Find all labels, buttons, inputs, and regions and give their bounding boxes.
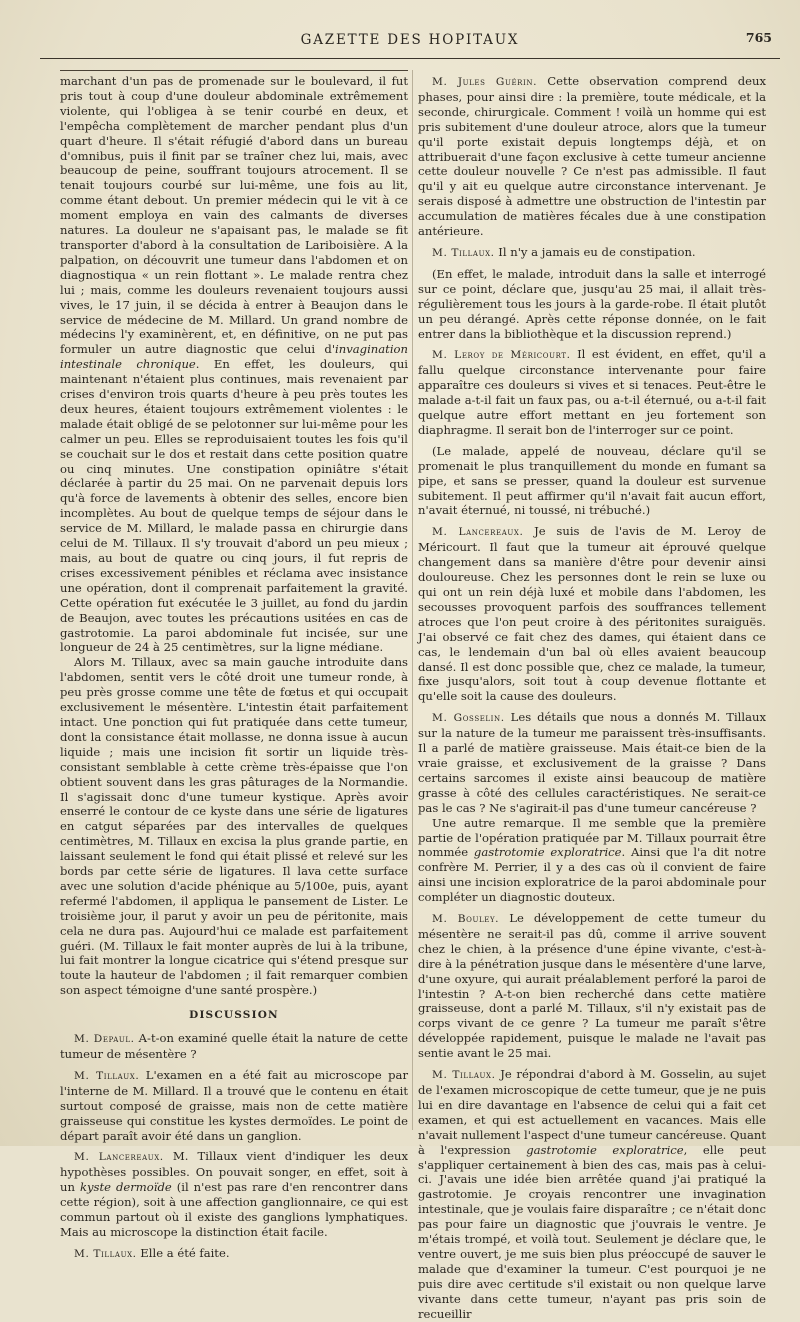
page-header	[40, 30, 780, 60]
speaker-name: M. Tillaux.	[74, 1069, 140, 1082]
speaker-name: M. Depaul.	[74, 1033, 135, 1046]
left-column	[60, 74, 408, 1260]
discussion-entry: M. Lancereaux. M. Tillaux vient d'indiquer les deux hypothèses possibles. On pouvait songer, en effet, soit à un kyste dermoïde (il n'est pas rare d'en rencontrer dans cette région), soit à une affection ganglionnaire, ce qui est commun partout où il existe des ganglions lymphatiques. Mais au microscope la distinction était facile.	[60, 1149, 408, 1239]
discussion-paragraph: Une autre remarque. Il me semble que la première partie de l'opération pratiquée par M. Tillaux pourrait être nommée gastrotomie exploratrice. Ainsi que l'a dit notre confrère M. Perrier, il y a des cas où il convient de faire ainsi une incision exploratrice de la paroi abdominale pour compléter un diagnostic douteux.	[418, 815, 766, 905]
discussion-entry: M. Depaul. A-t-on examiné quelle était la nature de cette tumeur de mésentère ?	[60, 1031, 408, 1061]
speaker-name: M. Lancereaux.	[74, 1151, 164, 1164]
speaker-name: M. Tillaux.	[74, 1247, 137, 1260]
discussion-entry: M. Lancereaux. Je suis de l'avis de M. Leroy de Méricourt. Il faut que la tumeur ait éprouvé quelque changement dans sa manière d'être pour devenir ainsi douloureuse. Chez les personnes dont le rein se luxe ou qui ont un rein déjà luxé et mobile dans l'abdomen, les secousses provoquent parfois des souffrances tellement atroces que l'on peut croire à des péritonites suraiguës. J'ai observé ce fait chez des dames, qui étaient dans ce cas, le lendemain d'un bal où elles avaient beaucoup dansé. Il est donc possible que, chez ce malade, la tumeur, fixe jusqu'alors, soit tout à coup devenue flottante et qu'elle soit la cause des douleurs.	[418, 524, 766, 704]
page-number: 765	[745, 30, 772, 45]
speaker-name: M. Gosselin.	[432, 712, 505, 725]
discussion-heading: DISCUSSION	[189, 1009, 279, 1022]
running-head: GAZETTE DES HOPITAUX	[300, 32, 520, 48]
discussion-entry: M. Jules Guérin. Cette observation comprend deux phases, pour ainsi dire : la première, toute médicale, et la seconde, chirurgicale. Comment ! voilà un homme qui est pris subitement d'une douleur atroce, alors que la tumeur qu'il porte existait depuis longtemps déjà, et on attribuerait d'une façon exclusive à cette tumeur ancienne cette douleur nouvelle ? Ce n'est pas admissible. Il faut qu'il y ait eu quelque autre circonstance intervenant. Je serais disposé à admettre une obstruction de l'intestin par accumulation de matières fécales due à une constipation antérieure.	[418, 74, 767, 239]
discussion-entry: M. Bouley. Le développement de cette tumeur du mésentère ne serait-il pas dû, comme il arrive souvent chez le chien, à la présence d'une épine vivante, c'est-à-dire à la pénétration jusque dans le mésentère d'une larve, d'une oxyure, qui aurait préalablement perforé la paroi de l'intestin ? A-t-on bien recherché dans cette matière graisseuse, dont a parlé M. Tillaux, s'il n'y existait pas de corps vivant de ce genre ? La tumeur me paraît s'être développée rapidement, puisque le malade ne l'avait pas sentie avant le 25 mai.	[418, 911, 766, 1061]
emphasis-term: gastrotomie exploratrice	[526, 1142, 684, 1157]
speaker-name: M. Jules Guérin.	[432, 76, 538, 88]
column-divider	[412, 70, 413, 1130]
discussion-entry: M. Gosselin. Les détails que nous a donnés M. Tillaux sur la nature de la tumeur me paraissent très-insuffisants. Il a parlé de matière graisseuse. Mais était-ce bien de la vraie graisse, et exclusivement de la graisse ? Dans certains sarcomes il existe ainsi beaucoup de matière grasse à côté des cellules caractéristiques. Ne serait-ce pas le cas ? Ne s'agirait-il pas d'une tumeur cancéreuse ?	[418, 710, 767, 815]
left-column-top-rule	[60, 70, 408, 71]
emphasis-term: invagination intestinale chronique	[60, 342, 408, 372]
parenthetical-note: (En effet, le malade, introduit dans la salle et interrogé sur ce point, déclare que, jusqu'au 25 mai, il allait très-régulièrement tous les jours à la garde-robe. Il était plutôt un peu dérangé. Après cette réponse donnée, on le fait entrer dans la bibliothèque et la discussion reprend.)	[418, 266, 766, 341]
case-narrative-paragraph: marchant d'un pas de promenade sur le boulevard, il fut pris tout à coup d'une douleur abdominale extrêmement violente, qui l'obligea à se tenir courbé en deux, et l'empêcha complètement de marcher pendant plus d'un quart d'heure. Il s'était réfugié d'abord dans un bureau d'omnibus, puis il finit par se traîner chez lui, mais, avec beaucoup de peine, souffrant toujours atrocement. Il se tenait toujours courbé sur lui-même, une fois au lit, comme étant debout. Un premier médecin qui le vit à ce moment employa en vain des calmants de diverses natures. La douleur ne s'apaisant pas, le malade se fit transporter d'abord à la consultation de Lariboisière. A la palpation, on découvrit une tumeur dans l'abdomen et on diagnostiqua « un rein flottant ». Le malade rentra chez lui ; mais, comme les douleurs revenaient toujours aussi vives, le 17 juin, il se décida à entrer à Beaujon dans le service de médecine de M. Millard. Un grand nombre de médecins l'y examinèrent, et, en définitive, on ne put pas formuler un autre diagnostic que celui d'invagination intestinale chronique. En effet, les douleurs, qui maintenant n'étaient plus continues, mais revenaient par crises d'environ trois quarts d'heure à peu près toutes les deux heures, étaient toujours extrêmement violentes : le malade était obligé de se pelotonner sur lui-même pour les calmer un peu. Elles se reproduisaient toutes les fois qu'il se couchait sur le dos et restait dans cette position quatre ou cinq minutes. Une constipation opiniâtre s'était déclarée à partir du 25 mai. On ne parvenait depuis lors qu'à force de lavements à obtenir des selles, encore bien incomplètes. Au bout de quelque temps de séjour dans le service de M. Millard, le malade passa en chirurgie dans celui de M. Tillaux. Il s'y trouvait d'abord un peu mieux ; mais, au bout de quatre ou cinq jours, il fut repris de crises excessivement pénibles et réclama avec insistance une opération, dont il comprenait parfaitement la gravité. Cette opération fut exécutée le 3 juillet, au fond du jardin de Beaujon, avec toutes les précautions usitées en cas de gastrotomie. La paroi abdominale fut incisée, sur une longueur de 24 à 25 centimètres, sur la ligne médiane.	[60, 74, 408, 655]
speaker-name: M. Tillaux.	[432, 246, 495, 259]
emphasis-term: gastrotomie exploratrice	[473, 845, 622, 860]
speaker-name: M. Tillaux.	[432, 1069, 496, 1082]
emphasis-term: kyste dermoïde	[79, 1180, 172, 1195]
discussion-entry: M. Tillaux. Elle a été faite.	[74, 1245, 230, 1260]
speaker-name: M. Bouley.	[432, 913, 500, 926]
parenthetical-note: (Le malade, appelé de nouveau, déclare qu'il se promenait le plus tranquillement du monde en fumant sa pipe, et sans se presser, quand la douleur est survenue subitement. Il peut affirmer qu'il n'avait fait aucun effort, n'avait éternué, ni toussé, ni trébuché.)	[418, 443, 766, 518]
speaker-name: M. Leroy de Méricourt.	[432, 349, 571, 362]
discussion-entry: M. Tillaux. L'examen en a été fait au microscope par l'interne de M. Millard. Il a trouvé que le contenu en était surtout composé de graisse, mais non de cette matière graisseuse qui constitue les kystes dermoïdes. Le point de départ paraît avoir été dans un ganglion.	[60, 1067, 408, 1143]
discussion-entry: M. Tillaux. Il n'y a jamais eu de constipation.	[432, 244, 696, 259]
right-column	[418, 74, 767, 1321]
discussion-entry: M. Leroy de Méricourt. Il est évident, en effet, qu'il a fallu quelque circonstance intervenante pour faire apparaître ces douleurs si vives et si tenaces. Peut-être le malade a-t-il fait un faux pas, ou a-t-il éternué, ou a-t-il fait quelque autre effort mettant en jeu fortement son diaphragme. Il serait bon de l'interroger sur ce point.	[418, 347, 766, 437]
speaker-name: M. Lancereaux.	[432, 526, 524, 539]
header-rule	[40, 58, 780, 59]
discussion-entry: M. Tillaux. Je répondrai d'abord à M. Gosselin, au sujet de l'examen microscopique de cette tumeur, que je ne puis lui en dire davantage en l'absence de celui qui a fait cet examen, et qui est actuellement en vacances. Mais elle n'avait nullement l'aspect d'une tumeur cancéreuse. Quant à l'expression gastrotomie exploratrice, elle peut s'appliquer certainement à bien des cas, mais pas à celui-ci. J'avais une idée bien arrêtée quand j'ai pratiqué la gastrotomie. Je croyais rencontrer une invagination intestinale, que je voulais faire disparaître ; ce n'était donc pas pour faire un diagnostic que j'ouvrais le ventre. Je m'étais trompé, et voilà tout. Seulement je déclare que, le ventre ouvert, je me suis bien plus préoccupé de sauver le malade que d'examiner la tumeur. C'est pourquoi je ne puis dire avec certitude s'il existait ou non quelque larve vivante dans cette tumeur, n'ayant pas pris soin de recueillir	[418, 1067, 766, 1321]
operation-paragraph: Alors M. Tillaux, avec sa main gauche introduite dans l'abdomen, sentit vers le côté droit une tumeur ronde, à peu près grosse comme une tête de fœtus et qui occupait exclusivement le mésentère. L'intestin était parfaitement intact. Une ponction qui fut pratiquée dans cette tumeur, dont la consistance était mollasse, ne donna issue à aucun liquide ; mais une incision fit sortir un liquide très-consistant semblable à cette crème très-épaisse que l'on obtient souvent dans les gras pâturages de la Normandie. Il s'agissait donc d'une tumeur kystique. Après avoir enserré le contour de ce kyste dans une série de ligatures en catgut séparées par des intervalles de quelques centimètres, M. Tillaux en excisa la plus grande partie, en laissant seulement le fond qui était plissé et relevé sur les bords par cette série de ligatures. Il lava cette surface avec une solution d'acide phénique au 5/100e, puis, ayant refermé l'abdomen, il appliqua le pansement de Lister. Le troisième jour, il parut y avoir un peu de péritonite, mais cela ne dura pas. Aujourd'hui ce malade est parfaitement guéri. (M. Tillaux le fait monter auprès de lui à la tribune, lui fait montrer la longue cicatrice qui s'étend presque sur toute la hauteur de l'abdomen ; il fait remarquer combien son aspect témoigne d'une santé prospère.)	[60, 655, 408, 998]
